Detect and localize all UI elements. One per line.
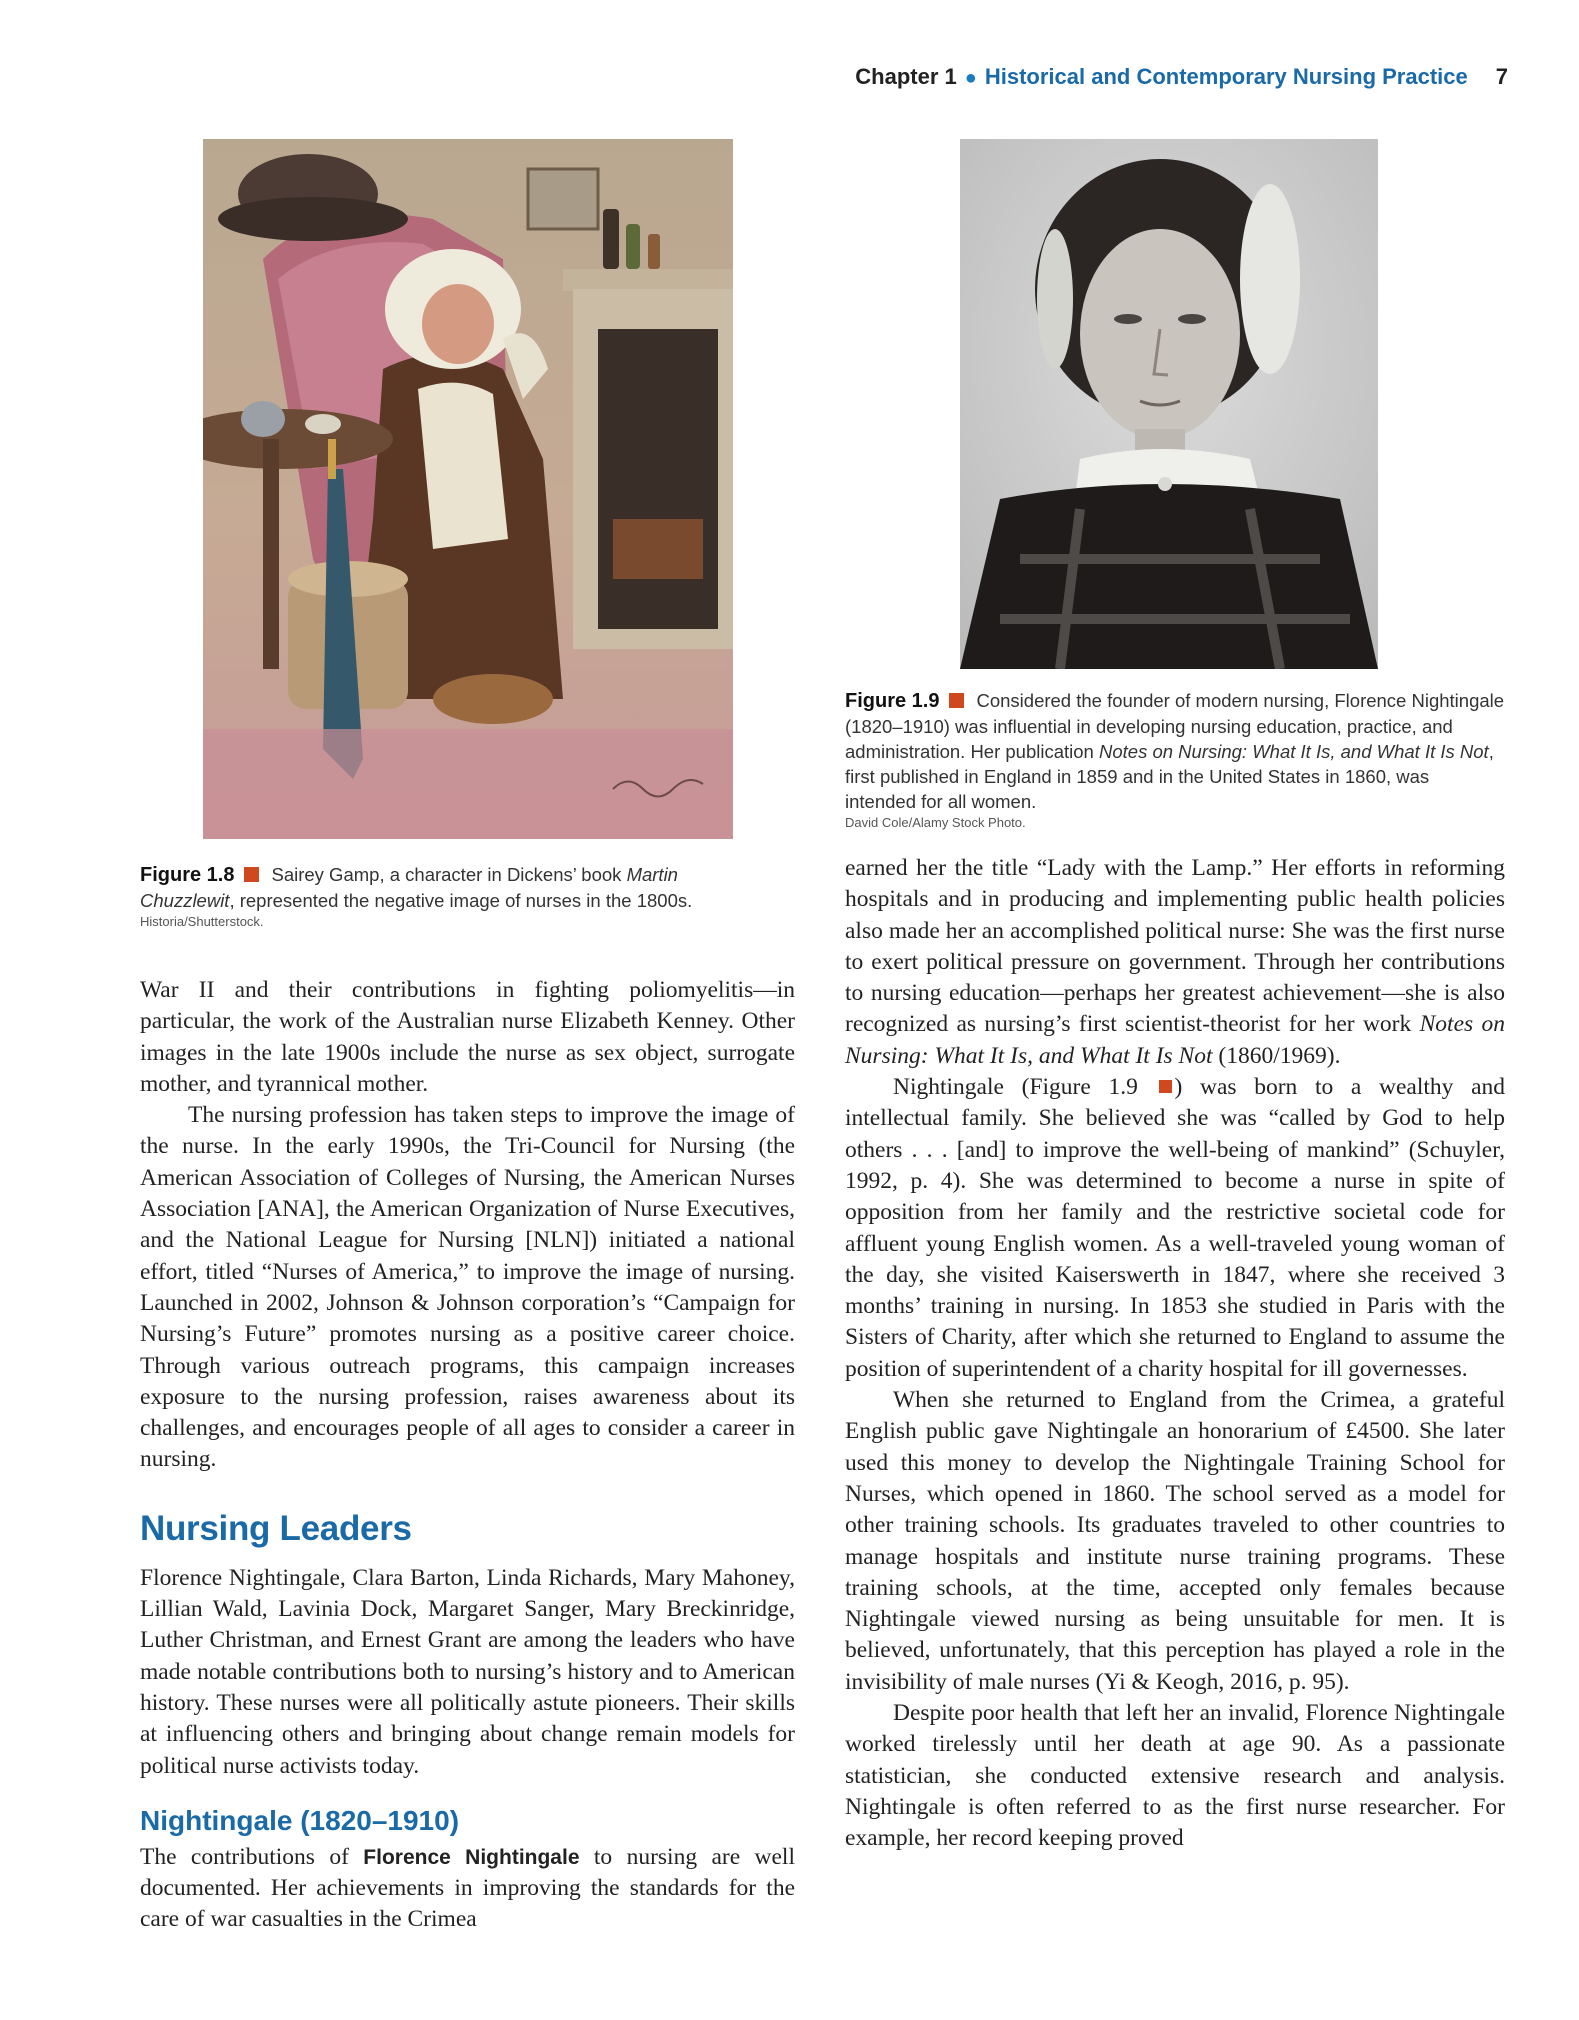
- figure-1-9-caption-book-title: Notes on Nursing: What It Is, and What It Is Not: [1099, 741, 1489, 762]
- figure-1-9-caption: [845, 688, 1505, 832]
- paragraph: Despite poor health that left her an invalid, Florence Nightingale worked tirelessly until her death at age 90. As a passionate statistician, she conducted extensive research and analysis. Nightingale is often referred to as the first nurse researcher. For example, her record keeping proved: [845, 1700, 1505, 1852]
- paragraph: Florence Nightingale, Clara Barton, Linda Richards, Mary Mahoney, Lillian Wald, Lavinia Dock, Margaret Sanger, Mary Breckinridge, Luther Christman, and Ernest Grant are among the leaders who have made notable contributions both to nursing’s history and to American history. These nurses were all politically astute pioneers. Their skills at influencing others and bringing about change remain models for political nurse activists today.: [140, 1564, 795, 1779]
- figure-reference-square-icon: [1159, 1080, 1172, 1093]
- figure-1-8-caption-text-end: , represented the negative image of nurses in the 1800s.: [229, 890, 693, 911]
- figure-1-9-label: Figure 1.9: [845, 690, 940, 712]
- figure-1-8-caption-book-title: Martin Chuzzlewit: [140, 864, 678, 911]
- paragraph: War II and their contributions in fighting poliomyelitis—in particular, the work of the Australian nurse Elizabeth Kenney. Other images in the late 1900s include the nurse as sex object, surrogate mother, and tyrannical mother.: [140, 977, 795, 1097]
- figure-1-8-caption: [140, 862, 760, 931]
- bullet-dot-icon: ●: [964, 67, 977, 89]
- subsection-heading-nightingale: Nightingale (1820–1910): [140, 1804, 460, 1836]
- figure-1-8-label: Figure 1.8: [140, 864, 235, 886]
- page-number: 7: [1495, 64, 1508, 89]
- key-term: Florence Nightingale: [363, 1845, 580, 1869]
- paragraph-text: ) was born to a wealthy and intellectual family. She believed she was “called by God to help others . . . [and] to improve the well-being of mankind” (Schuyler, 1992, p. 4). She was determined to become a nurse in spite of opposition from her family and the restrictive societal code for affluent young English women. As a well-traveled young woman of the day, she visited Kaiserswerth in 1847, where she received 3 months’ training in nursing. In 1853 she studied in Paris with the Sisters of Charity, after which she returned to England to assume the position of superintendent of a charity hospital for ill governesses.: [845, 1074, 1505, 1382]
- chapter-title: Historical and Contemporary Nursing Practice: [984, 64, 1468, 89]
- running-header: [818, 64, 1508, 90]
- figure-1-8-caption-text: Sairey Gamp, a character in Dickens’ book: [271, 864, 627, 885]
- paragraph: [140, 1842, 795, 1936]
- figure-1-9-caption-text: Considered the founder of modern nursing, Florence Nightingale (1820–1910) was influential in developing nursing education, practice, and administration. Her publication: [845, 690, 1505, 762]
- paragraph-text: earned her the title “Lady with the Lamp.” Her efforts in reforming hospitals and in producing and implementing public health policies also made her an accomplished political nurse: She was the first nurse to exert political pressure on government. Through her contributions to nursing education—perhaps her greatest achievement—she is also recognized as nursing’s first scientist-theorist for her work: [845, 855, 1505, 1038]
- figure-1-9-caption-text-end: , first published in England in 1859 and in the United States in 1860, was intended for all women.: [845, 741, 1494, 812]
- paragraph-text: (1860/1969).: [1212, 1042, 1341, 1069]
- paragraph: [845, 1072, 1505, 1385]
- caption-square-icon: [949, 693, 964, 708]
- section-heading-nursing-leaders: Nursing Leaders: [140, 1508, 412, 1548]
- paragraph-text: The contributions of: [140, 1843, 364, 1870]
- right-text-column: [845, 853, 1505, 1855]
- figure-1-9-photo: [960, 139, 1378, 669]
- paragraph-text: Nightingale (Figure 1.9: [893, 1074, 1156, 1101]
- figure-1-8-illustration: [203, 139, 733, 839]
- left-text-column: [140, 975, 795, 1936]
- paragraph: [845, 853, 1505, 1072]
- paragraph: When she returned to England from the Crimea, a grateful English public gave Nightingale an honorarium of £4500. She later used this money to develop the Nightingale Training School for Nurses, which opened in 1860. The school served as a model for other training schools. Its graduates traveled to other countries to manage hospitals and institute nurse training programs. These training schools, at the time, accepted only females because Nightingale viewed nursing as being unsuitable for men. It is believed, unfortunately, that this perception has played a role in the invisibility of male nurses (Yi & Keogh, 2016, p. 95).: [845, 1387, 1505, 1695]
- paragraph: The nursing profession has taken steps to improve the image of the nurse. In the early 1990s, the Tri-Council for Nursing (the American Association of Colleges of Nursing, the American Nurses Association [ANA], the American Organization of Nurse Executives, and the National League for Nursing [NLN]) initiated a national effort, titled “Nurses of America,” to improve the image of nursing. Launched in 2002, Johnson & Johnson corporation’s “Campaign for Nursing’s Future” promotes nursing as a positive career choice. Through various outreach programs, this campaign increases exposure to the nursing profession, raises awareness about its challenges, and encourages people of all ages to consider a career in nursing.: [140, 1102, 795, 1473]
- book-title: Notes on Nursing: What It Is, and What It Is Not: [845, 1011, 1505, 1069]
- chapter-label: Chapter 1: [855, 64, 957, 89]
- caption-square-icon: [244, 867, 259, 882]
- paragraph-text: to nursing are well documented. Her achievements in improving the standards for the care of war casualties in the Crimea: [140, 1843, 795, 1933]
- figure-1-9-credit: David Cole/Alamy Stock Photo.: [845, 815, 1026, 830]
- figure-1-8-credit: Historia/Shutterstock.: [140, 914, 264, 929]
